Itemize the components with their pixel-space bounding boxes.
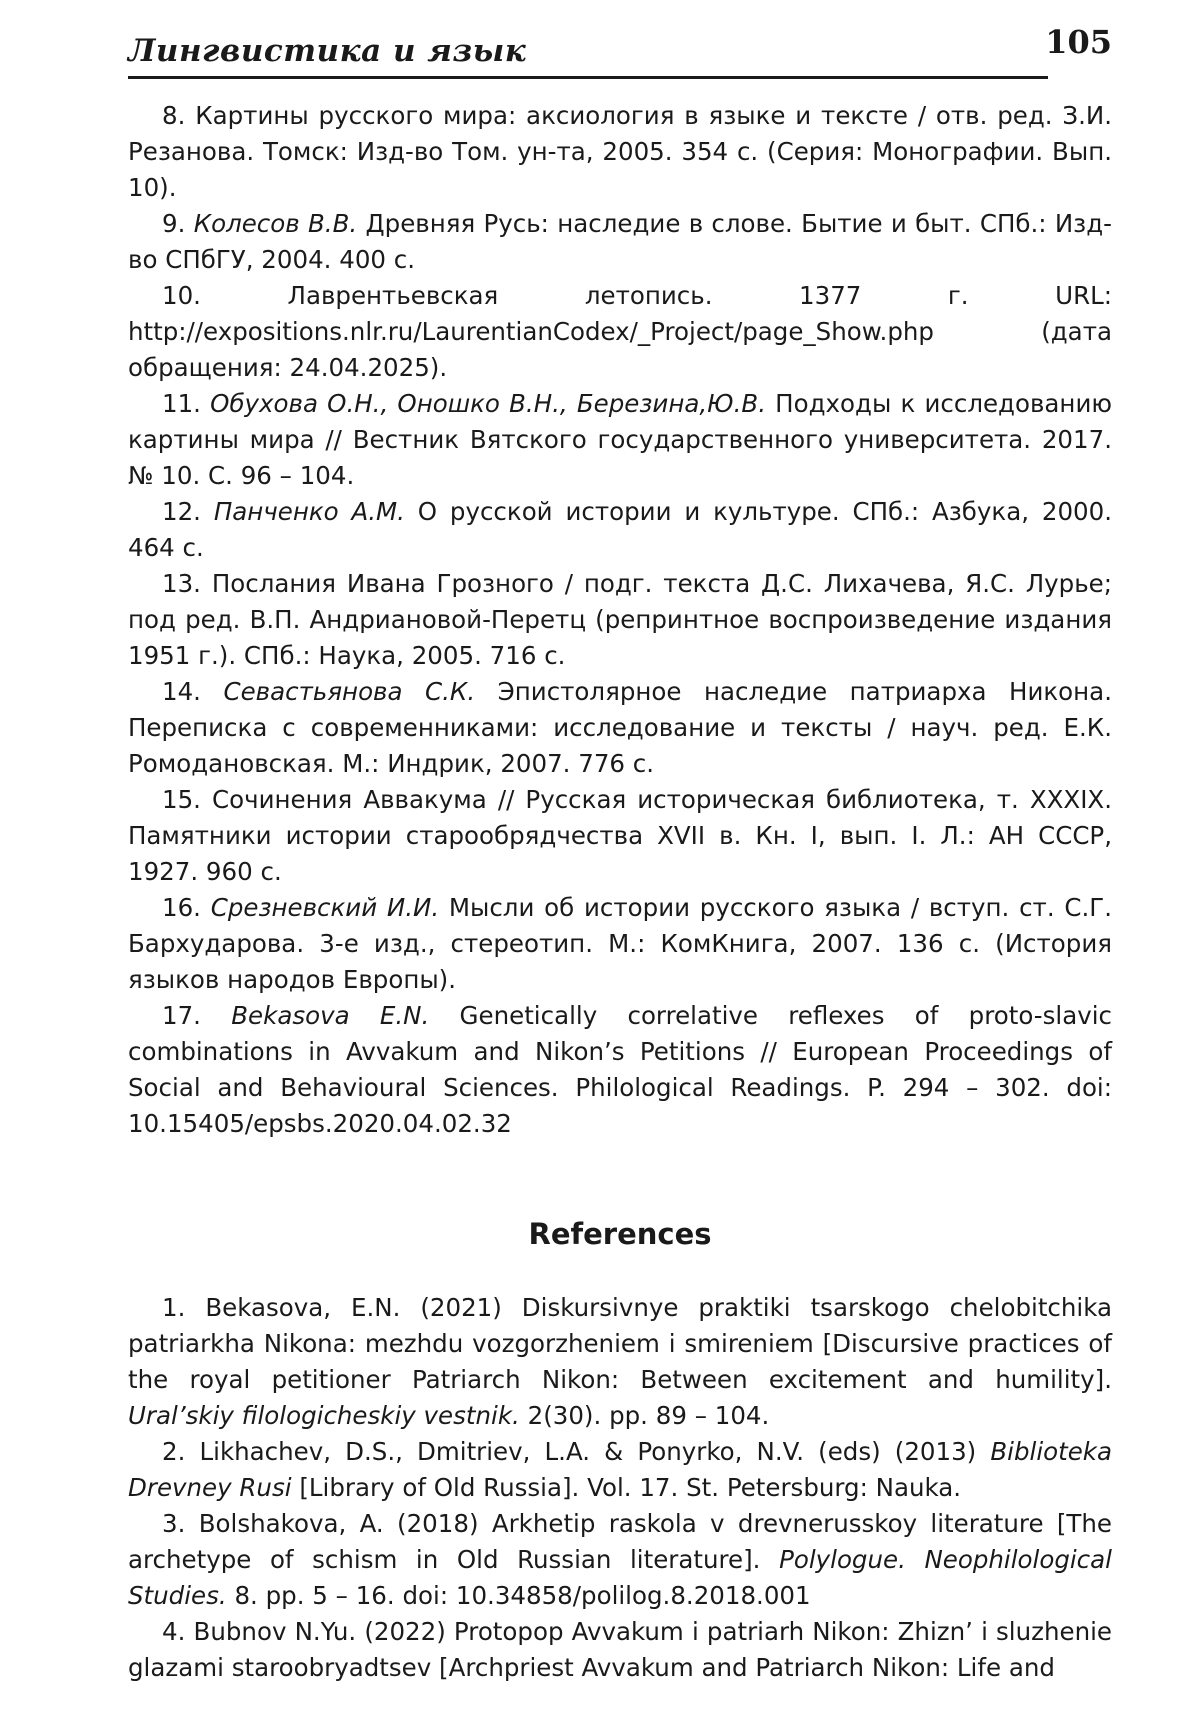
- references-list: [128, 1290, 1112, 1686]
- bibliography-entry: 12. Панченко А.М. О русской истории и культуре. СПб.: Азбука, 2000. 464 с.: [128, 497, 1112, 562]
- bibliography-entry: 16. Срезневский И.И. Мысли об истории русского языка / вступ. ст. С.Г. Бархударова. 3-е изд., стереотип. М.: КомКнига, 2007. 136 с. (История языков народов Европы).: [128, 893, 1112, 994]
- reference-entry: 3. Bolshakova, A. (2018) Arkhetip raskola v drevnerusskoy literature [The archetype of schism in Old Russian literature]. Polylogue. Neophilological Studies. 8. pp. 5 – 16. doi: 10.34858/polilog.8.2018.001: [128, 1509, 1112, 1610]
- bibliography-entry: 17. Bekasova E.N. Genetically correlative reflexes of proto-slavic combinations in Avvakum and Nikon’s Petitions // European Proceedings of Social and Behavioural Sciences. Philological Readings. P. 294 – 302. doi: 10.15405/epsbs.2020.04.02.32: [128, 1001, 1112, 1138]
- page: [128, 22, 1112, 1686]
- bibliography-list: [128, 98, 1112, 1142]
- running-header: [128, 22, 1112, 80]
- bibliography-entry: 15. Сочинения Аввакума // Русская историческая библиотека, т. XXXIX. Памятники истории старообрядчества XVII в. Кн. I, вып. I. Л.: АН СССР, 1927. 960 с.: [128, 785, 1112, 886]
- reference-entry: 1. Bekasova, E.N. (2021) Diskursivnye praktiki tsarskogo chelobitchika patriarkha Nikona: mezhdu vozgorzheniem i smireniem [Discursive practices of the royal petitioner Patriarch Nikon: Between excitement and humility]. Ural’skiy filologicheskiy vestnik. 2(30). pp. 89 – 104.: [128, 1293, 1112, 1430]
- bibliography-entry: 14. Севастьянова С.К. Эпистолярное наследие патриарха Никона. Переписка с современниками: исследование и тексты / науч. ред. Е.К. Ромодановская. М.: Индрик, 2007. 776 с.: [128, 677, 1112, 778]
- page-number: 105: [1045, 23, 1112, 61]
- bibliography-entry: 13. Послания Ивана Грозного / подг. текста Д.С. Лихачева, Я.С. Лурье; под ред. В.П. Андриановой-Перетц (репринтное воспроизведение издания 1951 г.). СПб.: Наука, 2005. 716 с.: [128, 569, 1112, 670]
- bibliography-entry: 8. Картины русского мира: аксиология в языке и тексте / отв. ред. З.И. Резанова. Томск: Изд-во Том. ун-та, 2005. 354 с. (Серия: Монографии. Вып. 10).: [128, 101, 1112, 202]
- references-heading: References: [528, 1217, 712, 1251]
- header-rule: [128, 76, 1048, 79]
- reference-entry: 4. Bubnov N.Yu. (2022) Protopop Avvakum i patriarh Nikon: Zhizn’ i sluzhenie glazami staroobryadtsev [Archpriest Avvakum and Patriarch Nikon: Life and: [128, 1617, 1112, 1682]
- journal-section-title: Лингвистика и язык: [128, 33, 527, 69]
- bibliography-entry: 10. Лаврентьевская летопись. 1377 г. URL: http://expositions.nlr.ru/LaurentianCodex/_Project/page_Show.php (дата обращения: 24.04.2025).: [128, 281, 1112, 382]
- bibliography-entry: 9. Колесов В.В. Древняя Русь: наследие в слове. Бытие и быт. СПб.: Изд-во СПбГУ, 2004. 400 с.: [128, 209, 1112, 274]
- bibliography-entry: 11. Обухова О.Н., Оношко В.Н., Березина,Ю.В. Подходы к исследованию картины мира // Вестник Вятского государственного университета. 2017. № 10. С. 96 – 104.: [128, 389, 1112, 490]
- reference-entry: 2. Likhachev, D.S., Dmitriev, L.A. & Ponyrko, N.V. (eds) (2013) Biblioteka Drevney Rusi [Library of Old Russia]. Vol. 17. St. Petersburg: Nauka.: [128, 1437, 1112, 1502]
